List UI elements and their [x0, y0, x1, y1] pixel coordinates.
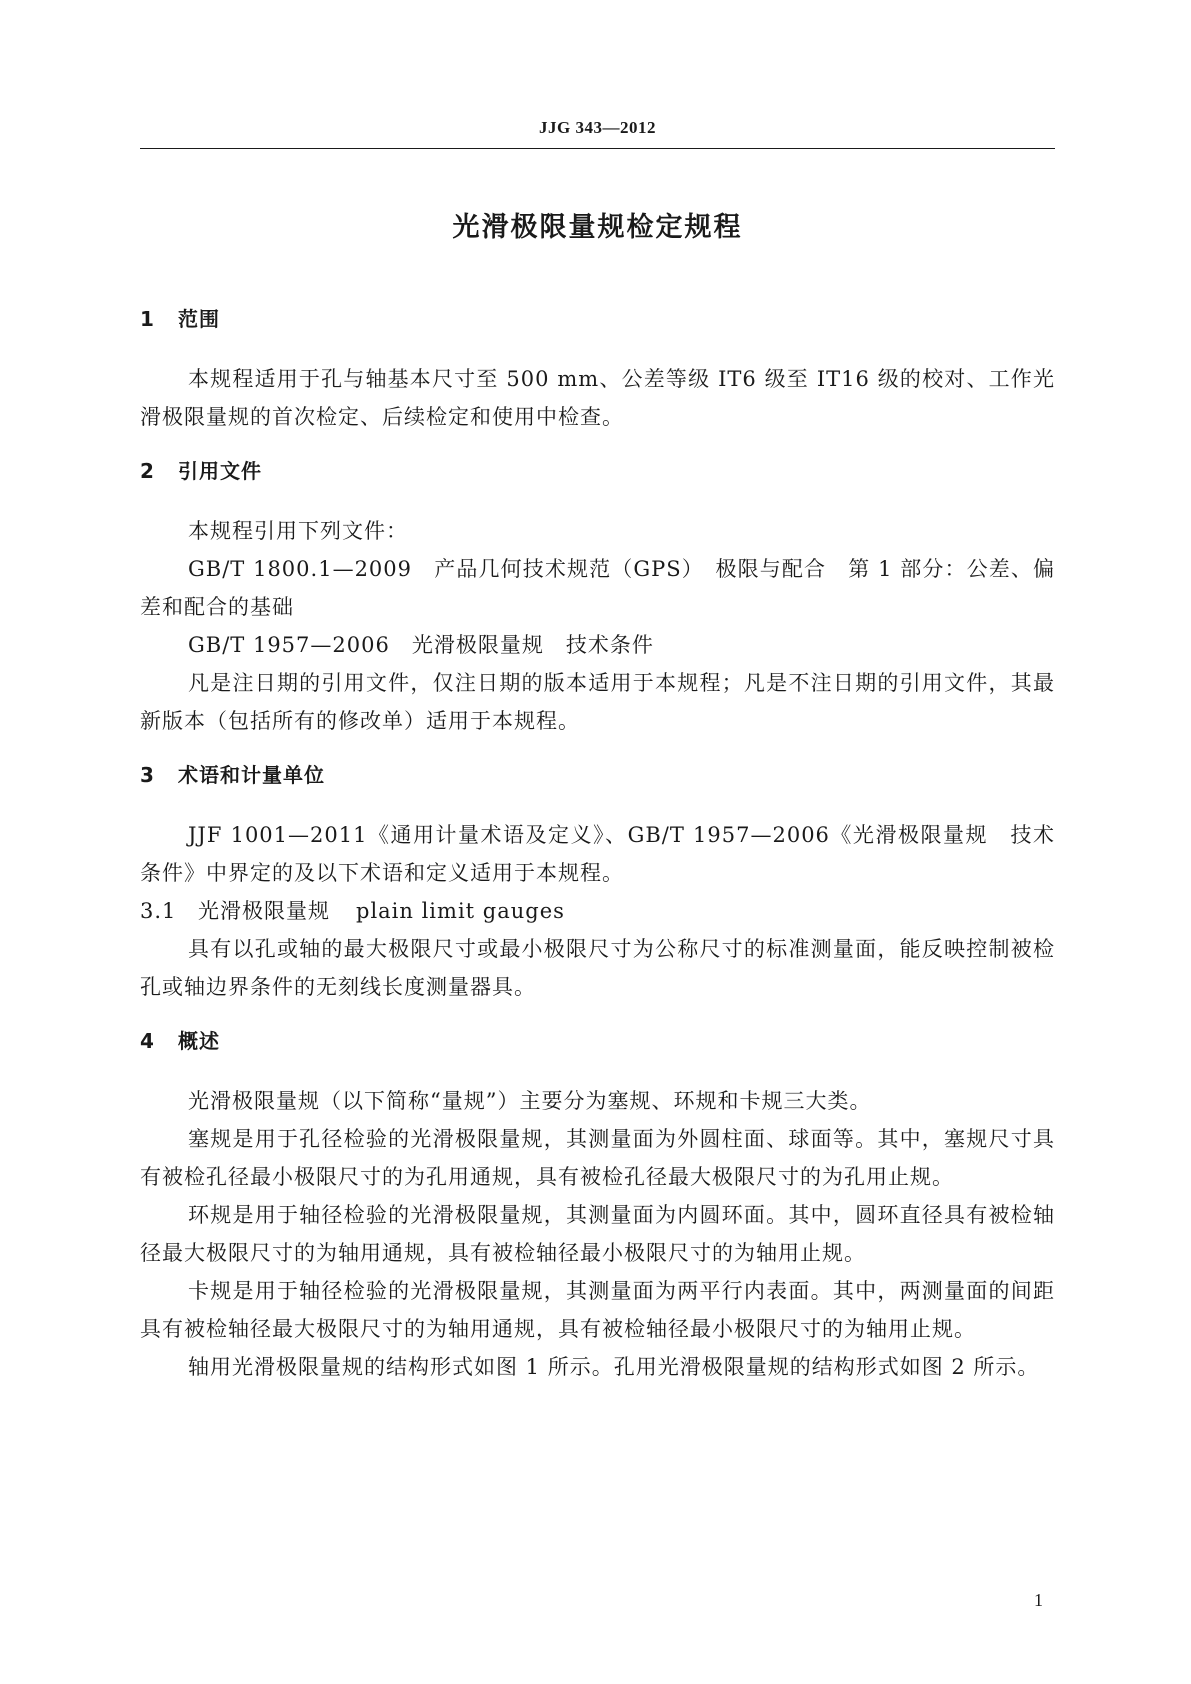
document-title: 光滑极限量规检定规程	[452, 212, 743, 243]
section-number: 4	[140, 1029, 155, 1053]
paragraph: 轴用光滑极限量规的结构形式如图 1 所示。孔用光滑极限量规的结构形式如图 2 所示。	[188, 1355, 1040, 1379]
section-number: 1	[140, 307, 155, 331]
section-2-heading	[140, 452, 1055, 490]
paragraph: 光滑极限量规（以下简称“量规”）主要分为塞规、环规和卡规三大类。	[188, 1089, 872, 1113]
paragraph: 本规程适用于孔与轴基本尺寸至 500 mm、公差等级 IT6 级至 IT16 级的校对、工作光滑极限量规的首次检定、后续检定和使用中检查。	[140, 367, 1055, 429]
document-body	[140, 300, 1055, 1386]
page-number: 1	[1034, 1590, 1043, 1610]
reference-entry: GB/T 1957—2006 光滑极限量规 技术条件	[188, 633, 654, 657]
section-title: 概述	[178, 1029, 220, 1053]
subsection-number: 3.1	[140, 899, 177, 923]
section-3-heading	[140, 756, 1055, 794]
paragraph: 塞规是用于孔径检验的光滑极限量规，其测量面为外圆柱面、球面等。其中，塞规尺寸具有被检孔径最小极限尺寸的为孔用通规，具有被检孔径最大极限尺寸的为孔用止规。	[140, 1127, 1055, 1189]
term-definition: 具有以孔或轴的最大极限尺寸或最小极限尺寸为公称尺寸的标准测量面，能反映控制被检孔或轴边界条件的无刻线长度测量器具。	[140, 937, 1055, 999]
header-rule	[140, 148, 1055, 149]
paragraph: 卡规是用于轴径检验的光滑极限量规，其测量面为两平行内表面。其中，两测量面的间距具有被检轴径最大极限尺寸的为轴用通规，具有被检轴径最小极限尺寸的为轴用止规。	[140, 1279, 1055, 1341]
section-title: 范围	[178, 307, 220, 331]
section-number: 3	[140, 763, 155, 787]
running-header: JJG 343—2012	[539, 118, 656, 137]
paragraph: JJF 1001—2011《通用计量术语及定义》、GB/T 1957—2006《光滑极限量规 技术条件》中界定的及以下术语和定义适用于本规程。	[140, 823, 1055, 885]
subsection-3-1	[140, 892, 1055, 930]
section-4-heading	[140, 1022, 1055, 1060]
paragraph: 本规程引用下列文件：	[188, 519, 408, 543]
section-1-heading	[140, 300, 1055, 338]
paragraph: 凡是注日期的引用文件，仅注日期的版本适用于本规程；凡是不注日期的引用文件，其最新版本（包括所有的修改单）适用于本规程。	[140, 671, 1055, 733]
term-en: plain limit gauges	[356, 899, 565, 923]
paragraph: 环规是用于轴径检验的光滑极限量规，其测量面为内圆环面。其中，圆环直径具有被检轴径最大极限尺寸的为轴用通规，具有被检轴径最小极限尺寸的为轴用止规。	[140, 1203, 1055, 1265]
section-title: 术语和计量单位	[178, 763, 325, 787]
reference-entry: GB/T 1800.1—2009 产品几何技术规范（GPS） 极限与配合 第 1 部分：公差、偏差和配合的基础	[140, 557, 1055, 619]
section-number: 2	[140, 459, 155, 483]
term-zh: 光滑极限量规	[198, 899, 330, 923]
section-title: 引用文件	[178, 459, 262, 483]
